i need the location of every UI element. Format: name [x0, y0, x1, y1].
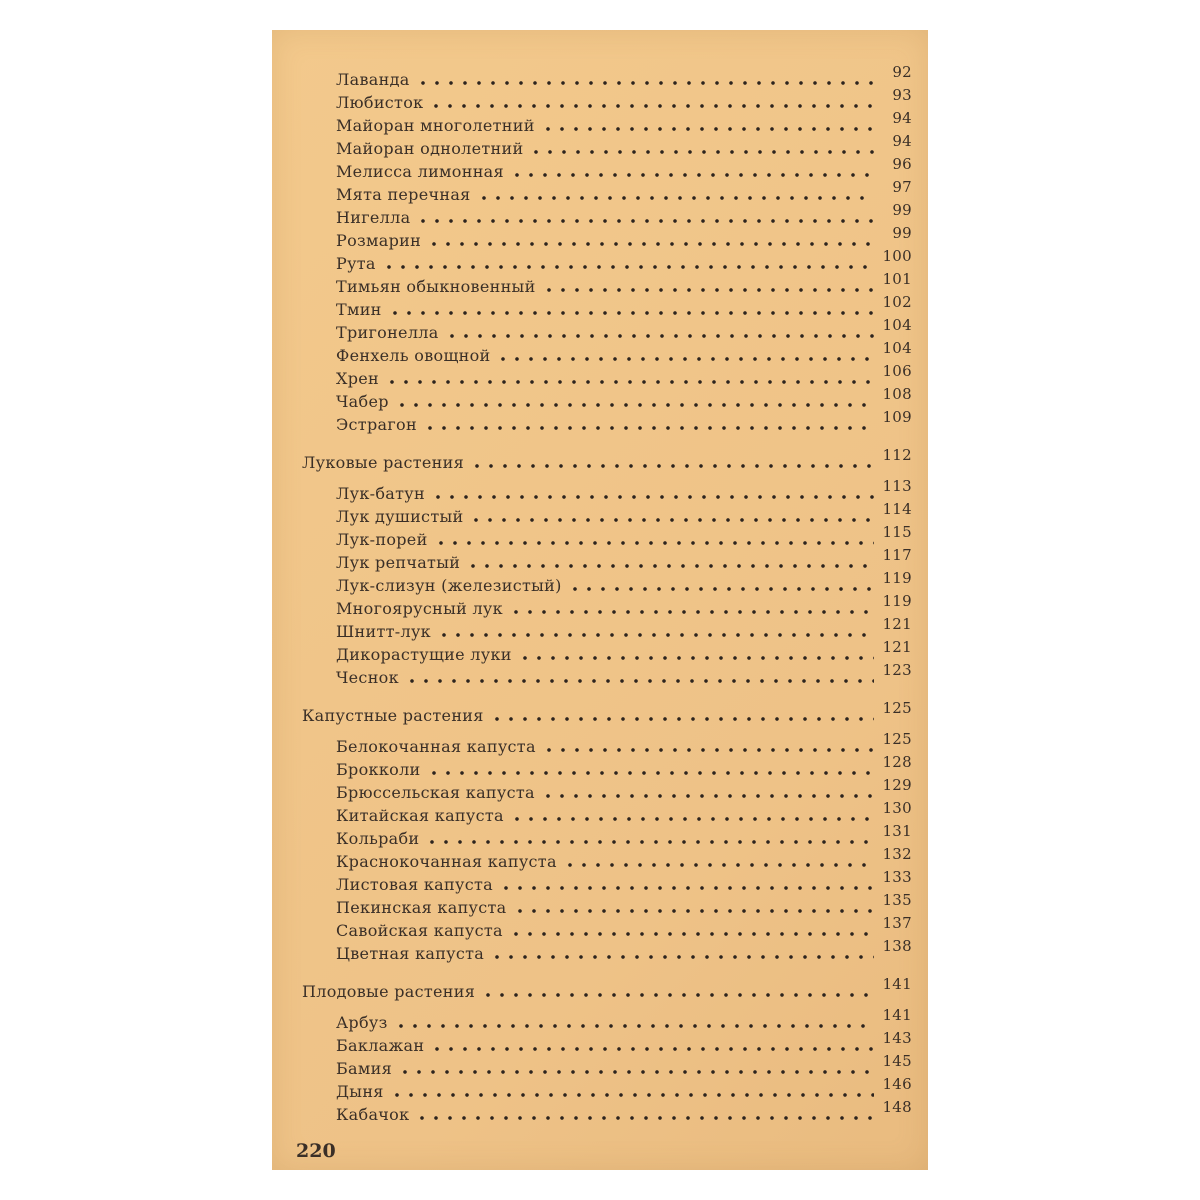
- toc-entry: [302, 339, 912, 365]
- toc-entry: [302, 1052, 912, 1078]
- toc-entry: [302, 638, 912, 664]
- toc-entry-label: Кольраби: [336, 829, 420, 848]
- dot-leader: [499, 885, 874, 891]
- toc-entry: [302, 822, 912, 848]
- toc-entry-page: 146: [882, 1075, 912, 1093]
- dot-leader: [425, 839, 874, 845]
- toc-entry: [302, 132, 912, 158]
- dot-leader: [390, 1092, 874, 1098]
- toc-entry-page: 99: [892, 201, 912, 219]
- toc-entry-label: Капустные растения: [302, 706, 484, 725]
- toc-entry-page: 114: [882, 500, 912, 518]
- toc-entry-page: 135: [882, 891, 912, 909]
- dot-leader: [382, 264, 874, 270]
- dot-leader: [568, 586, 874, 592]
- toc-entry-label: Арбуз: [336, 1013, 388, 1032]
- toc-entry-page: 132: [882, 845, 912, 863]
- toc-entry-label: Бамия: [336, 1059, 392, 1078]
- toc-entry-page: 128: [882, 753, 912, 771]
- toc-entry-page: 129: [882, 776, 912, 794]
- toc-entry-label: Лук-батун: [336, 484, 425, 503]
- toc-entry: [302, 86, 912, 112]
- toc-entry: [302, 845, 912, 871]
- dot-leader: [437, 632, 874, 638]
- toc-entry-label: Мята перечная: [336, 185, 471, 204]
- toc-entry-page: 108: [882, 385, 912, 403]
- toc-entry-page: 121: [882, 638, 912, 656]
- toc-entry: [302, 799, 912, 825]
- toc-entry-label: Листовая капуста: [336, 875, 493, 894]
- toc-entry-label: Эстрагон: [336, 415, 417, 434]
- toc-entry-page: 93: [892, 86, 912, 104]
- toc-entry-label: Китайская капуста: [336, 806, 504, 825]
- toc-entry-label: Лук душистый: [336, 507, 464, 526]
- toc-entry: [302, 224, 912, 250]
- toc-entry-label: Брокколи: [336, 760, 421, 779]
- dot-leader: [385, 379, 874, 385]
- dot-leader: [513, 908, 875, 914]
- table-of-contents: [302, 63, 912, 1124]
- dot-leader: [394, 1023, 874, 1029]
- toc-entry: [302, 914, 912, 940]
- dot-leader: [416, 80, 874, 86]
- dot-leader: [490, 954, 874, 960]
- toc-entry-page: 104: [882, 316, 912, 334]
- toc-entry-page: 121: [882, 615, 912, 633]
- toc-entry: [302, 730, 912, 756]
- toc-entry: [302, 753, 912, 779]
- dot-leader: [415, 1115, 874, 1121]
- toc-entry: [302, 592, 912, 618]
- dot-leader: [445, 333, 874, 339]
- toc-entry-label: Тмин: [336, 300, 382, 319]
- toc-section-heading: [302, 446, 912, 472]
- dot-leader: [510, 816, 874, 822]
- dot-leader: [542, 747, 874, 753]
- toc-entry: [302, 408, 912, 434]
- toc-entry: [302, 569, 912, 595]
- toc-entry-label: Брюссельская капуста: [336, 783, 535, 802]
- toc-entry: [302, 316, 912, 342]
- toc-entry-label: Мелисса лимонная: [336, 162, 504, 181]
- dot-leader: [430, 1046, 874, 1052]
- toc-entry-page: 125: [882, 730, 912, 748]
- toc-entry-page: 104: [882, 339, 912, 357]
- toc-entry-page: 100: [882, 247, 912, 265]
- toc-entry-label: Плодовые растения: [302, 982, 476, 1001]
- dot-leader: [423, 425, 874, 431]
- toc-entry-label: Кабачок: [336, 1105, 410, 1124]
- toc-entry: [302, 937, 912, 963]
- toc-entry-label: Луковые растения: [302, 453, 464, 472]
- toc-entry-label: Лук репчатый: [336, 553, 461, 572]
- toc-entry: [302, 546, 912, 572]
- toc-entry: [302, 201, 912, 227]
- toc-entry-page: 141: [882, 1006, 912, 1024]
- toc-entry: [302, 63, 912, 89]
- toc-entry: [302, 477, 912, 503]
- toc-entry-page: 123: [882, 661, 912, 679]
- dot-leader: [431, 494, 874, 500]
- toc-entry-label: Чабер: [336, 392, 389, 411]
- toc-entry-label: Лук-слизун (железистый): [336, 576, 562, 595]
- toc-entry-label: Пекинская капуста: [336, 898, 507, 917]
- toc-entry-label: Фенхель овощной: [336, 346, 491, 365]
- toc-entry: [302, 247, 912, 273]
- dot-leader: [541, 793, 874, 799]
- dot-leader: [398, 1069, 874, 1075]
- dot-leader: [541, 126, 874, 132]
- toc-entry-page: 99: [892, 224, 912, 242]
- toc-entry-label: Тригонелла: [336, 323, 439, 342]
- toc-entry-label: Майоран однолетний: [336, 139, 524, 158]
- toc-entry-page: 143: [882, 1029, 912, 1047]
- book-page: [272, 30, 928, 1170]
- toc-entry: [302, 1075, 912, 1101]
- toc-entry-page: 138: [882, 937, 912, 955]
- toc-entry-label: Белокочанная капуста: [336, 737, 536, 756]
- dot-leader: [395, 402, 874, 408]
- toc-entry-page: 109: [882, 408, 912, 426]
- toc-entry-label: Дыня: [336, 1082, 384, 1101]
- toc-entry-page: 94: [892, 132, 912, 150]
- toc-entry-label: Краснокочанная капуста: [336, 852, 557, 871]
- toc-entry: [302, 1098, 912, 1124]
- dot-leader: [416, 218, 874, 224]
- dot-leader: [388, 310, 874, 316]
- toc-entry: [302, 270, 912, 296]
- toc-entry: [302, 1029, 912, 1055]
- toc-entry-page: 145: [882, 1052, 912, 1070]
- toc-entry: [302, 523, 912, 549]
- dot-leader: [405, 678, 874, 684]
- dot-leader: [490, 716, 874, 722]
- toc-entry-label: Савойская капуста: [336, 921, 503, 940]
- toc-entry-page: 131: [882, 822, 912, 840]
- toc-entry: [302, 293, 912, 319]
- toc-entry-page: 119: [882, 592, 912, 610]
- toc-entry: [302, 500, 912, 526]
- toc-entry-label: Розмарин: [336, 231, 422, 250]
- toc-entry-label: Лаванда: [336, 70, 410, 89]
- toc-entry-page: 94: [892, 109, 912, 127]
- toc-entry-label: Лук-порей: [336, 530, 428, 549]
- dot-leader: [563, 862, 874, 868]
- dot-leader: [509, 609, 874, 615]
- toc-entry-page: 115: [882, 523, 912, 541]
- toc-section-heading: [302, 699, 912, 725]
- dot-leader: [434, 540, 874, 546]
- toc-entry-page: 141: [882, 975, 912, 993]
- toc-entry-label: Любисток: [336, 93, 424, 112]
- toc-entry-page: 92: [892, 63, 912, 81]
- dot-leader: [509, 931, 874, 937]
- dot-leader: [469, 517, 874, 523]
- toc-entry-page: 117: [882, 546, 912, 564]
- toc-entry-page: 96: [892, 155, 912, 173]
- dot-leader: [427, 241, 874, 247]
- toc-entry: [302, 661, 912, 687]
- toc-section-heading: [302, 975, 912, 1001]
- dot-leader: [427, 770, 875, 776]
- toc-entry-label: Рута: [336, 254, 376, 273]
- dot-leader: [477, 195, 874, 201]
- toc-entry: [302, 1006, 912, 1032]
- page-number: 220: [296, 1140, 336, 1162]
- toc-entry-label: Тимьян обыкновенный: [336, 277, 536, 296]
- toc-entry-page: 97: [892, 178, 912, 196]
- dot-leader: [481, 992, 874, 998]
- toc-entry: [302, 385, 912, 411]
- toc-entry-page: 148: [882, 1098, 912, 1116]
- toc-entry: [302, 868, 912, 894]
- toc-entry-label: Многоярусный лук: [336, 599, 503, 618]
- dot-leader: [510, 172, 874, 178]
- dot-leader: [496, 356, 874, 362]
- dot-leader: [470, 463, 874, 469]
- toc-entry-page: 102: [882, 293, 912, 311]
- toc-entry: [302, 178, 912, 204]
- toc-entry: [302, 891, 912, 917]
- toc-entry-page: 112: [882, 446, 912, 464]
- toc-entry-label: Хрен: [336, 369, 379, 388]
- toc-entry: [302, 109, 912, 135]
- dot-leader: [529, 149, 874, 155]
- dot-leader: [518, 655, 874, 661]
- toc-entry-label: Майоран многолетний: [336, 116, 535, 135]
- toc-entry-page: 106: [882, 362, 912, 380]
- toc-entry-page: 113: [882, 477, 912, 495]
- toc-entry-label: Шнитт-лук: [336, 622, 431, 641]
- toc-entry-label: Чеснок: [336, 668, 399, 687]
- toc-entry-page: 137: [882, 914, 912, 932]
- dot-leader: [542, 287, 874, 293]
- toc-entry-label: Цветная капуста: [336, 944, 485, 963]
- dot-leader: [466, 563, 874, 569]
- toc-entry-label: Нигелла: [336, 208, 411, 227]
- toc-entry-page: 101: [882, 270, 912, 288]
- toc-entry-label: Баклажан: [336, 1036, 425, 1055]
- dot-leader: [429, 103, 874, 109]
- toc-entry: [302, 362, 912, 388]
- toc-entry: [302, 776, 912, 802]
- toc-entry-label: Дикорастущие луки: [336, 645, 512, 664]
- toc-entry-page: 130: [882, 799, 912, 817]
- toc-entry: [302, 155, 912, 181]
- toc-entry-page: 133: [882, 868, 912, 886]
- toc-entry: [302, 615, 912, 641]
- toc-entry-page: 125: [882, 699, 912, 717]
- toc-entry-page: 119: [882, 569, 912, 587]
